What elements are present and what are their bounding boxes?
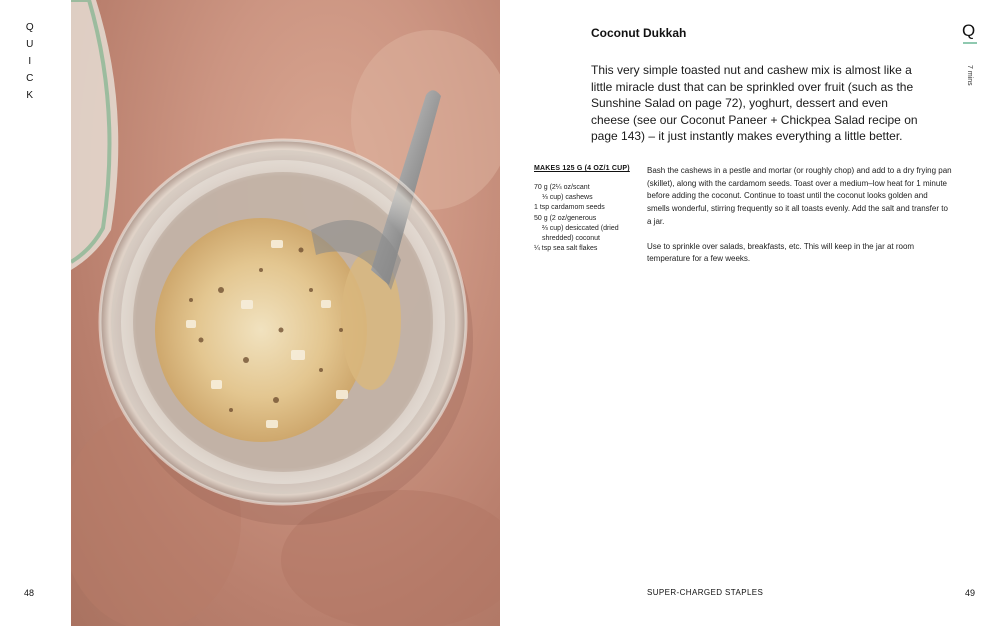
vertical-letter: Q [25, 22, 35, 33]
section-letter: Q [962, 21, 976, 40]
vertical-letter: I [28, 56, 32, 67]
ingredient-line: shredded) coconut [542, 235, 600, 243]
ingredient-line: ¼ tsp sea salt flakes [534, 245, 598, 253]
ingredient-line: ⅓ cup) cashews [542, 194, 593, 202]
vertical-letter: C [26, 73, 34, 84]
recipe-photo [71, 0, 500, 626]
section-letter-underline [963, 42, 977, 44]
vertical-letter: U [26, 39, 34, 50]
method-steps [647, 165, 952, 266]
ingredient-line: 50 g (2 oz/generous [534, 214, 597, 222]
recipe-intro: This very simple toasted nut and cashew mix is almost like a little miracle dust that can be sprinkled over fruit (such as the Sunshine Salad on page 72), yoghurt, dessert and even cheese (see our Coconut Paneer + Chickpea Salad recipe on page 143) – it just instantly makes everything a little better. [591, 63, 918, 143]
recipe-title: Coconut Dukkah [591, 26, 687, 40]
ingredient-line: 1 tsp cardamom seeds [534, 204, 605, 212]
page-number-left: 48 [24, 588, 35, 598]
vertical-letter: K [26, 90, 34, 101]
ingredient-line: 70 g (2¼ oz/scant [534, 184, 590, 191]
prep-time: 7 mins [966, 65, 973, 86]
method-paragraph: Bash the cashews in a pestle and mortar (or roughly chop) and add to a dry frying pan (skillet), along with the cardamom seeds. Toast over a medium–low heat for 1 minute before adding the coconut. Continue to toast until the coconut looks golden and smells wonderful, stirring frequently so it all toasts evenly. Add the salt and transfer to a jar. [647, 166, 952, 226]
method-paragraph: Use to sprinkle over salads, breakfasts, etc. This will keep in the jar at room temperature for a few weeks. [647, 241, 915, 264]
page-number-right: 49 [965, 588, 976, 598]
vertical-section-label [25, 22, 35, 102]
jar-illustration [71, 0, 500, 626]
left-margin [0, 0, 71, 626]
recipe-yield: MAKES 125 G (4 OZ/1 CUP) [534, 165, 630, 172]
ingredient-line: ⅔ cup) desiccated (dried [542, 224, 619, 232]
ingredient-list [534, 183, 634, 254]
footer-section-title: SUPER-CHARGED STAPLES [647, 588, 764, 597]
